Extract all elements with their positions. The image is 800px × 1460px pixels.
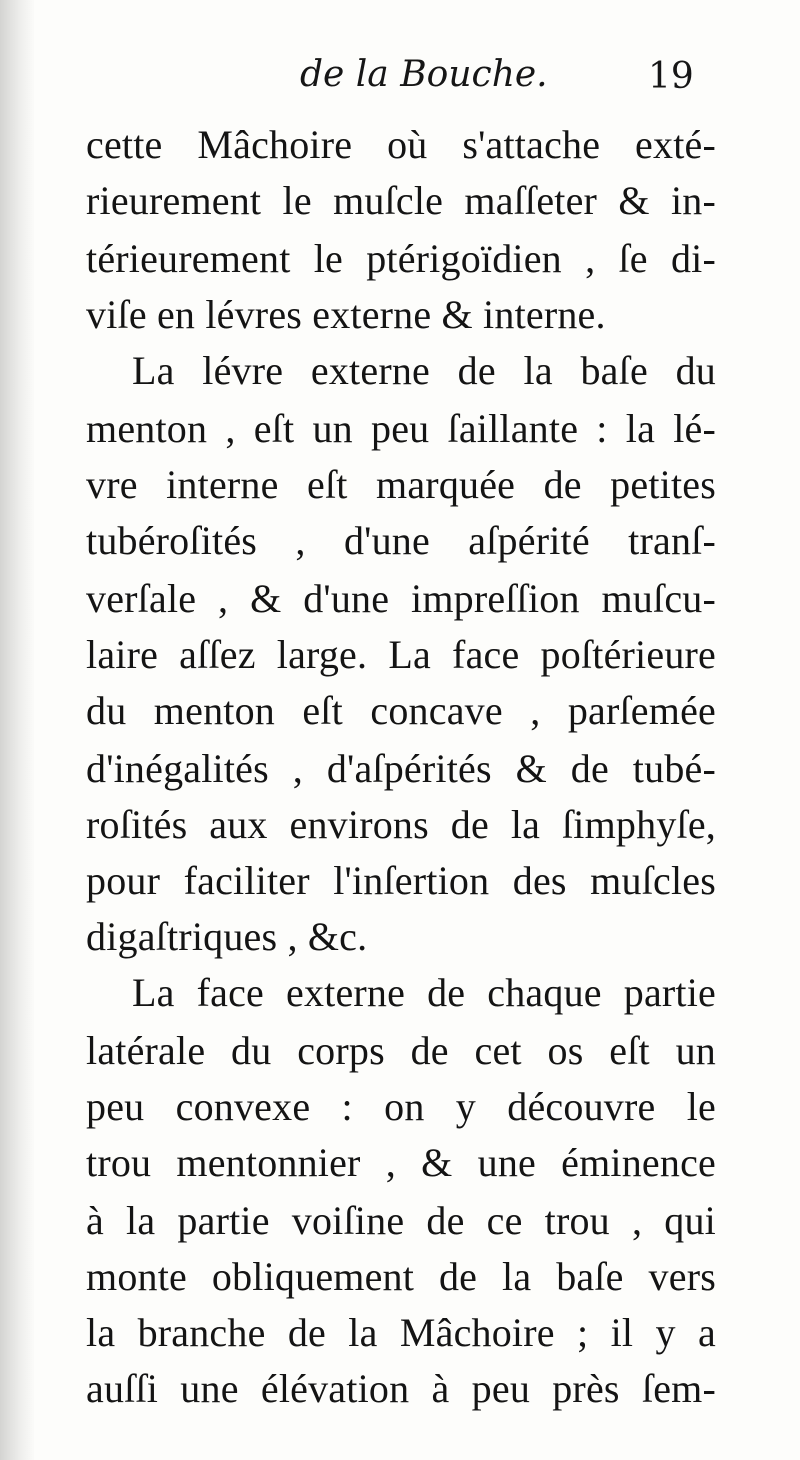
text-line: viſe en lévres externe & interne. xyxy=(86,292,606,337)
text-line: à la partie voiſine de ce trou , qui xyxy=(86,1198,716,1243)
text-line: peu convexe : on y découvre le xyxy=(86,1084,716,1129)
running-title: de la Bouche. xyxy=(300,54,548,95)
page-number: 19 xyxy=(648,56,694,97)
text-line: auſſi une élévation à peu près ſem- xyxy=(86,1366,716,1411)
text-line: térieurement le ptérigoïdien , ſe di- xyxy=(86,236,716,281)
text-line: latérale du corps de cet os eſt un xyxy=(86,1028,716,1073)
text-line: tubéroſités , d'une aſpérité tranſ- xyxy=(86,518,716,563)
text-line: menton , eſt un peu ſaillante : la lé- xyxy=(86,406,716,451)
text-line: cette Mâchoire où s'attache exté- xyxy=(86,122,716,167)
page-gutter-shadow xyxy=(0,0,34,1460)
text-line: verſale , & d'une impreſſion muſcu- xyxy=(86,576,716,621)
text-line: monte obliquement de la baſe vers xyxy=(86,1254,716,1299)
text-line: du menton eſt concave , parſemée xyxy=(86,688,716,733)
paragraph-first-line: La lévre externe de la baſe du xyxy=(132,348,716,393)
text-line: digaſtriques , &c. xyxy=(86,914,368,959)
text-line: d'inégalités , d'aſpérités & de tubé- xyxy=(86,746,716,791)
text-line: la branche de la Mâchoire ; il y a xyxy=(86,1310,716,1355)
text-line: laire aſſez large. La face poſtérieure xyxy=(86,632,716,677)
text-line: vre interne eſt marquée de petites xyxy=(86,462,716,507)
text-line: rieurement le muſcle maſſeter & in- xyxy=(86,178,716,223)
paragraph-first-line: La face externe de chaque partie xyxy=(132,970,716,1015)
text-line: pour faciliter l'inſertion des muſcles xyxy=(86,858,716,903)
text-line: roſités aux environs de la ſimphyſe, xyxy=(86,802,716,847)
text-line: trou mentonnier , & une éminence xyxy=(86,1140,716,1185)
